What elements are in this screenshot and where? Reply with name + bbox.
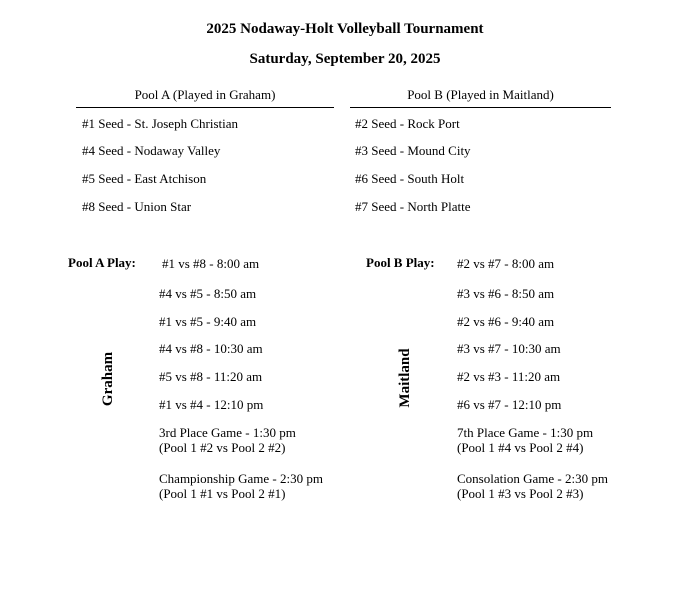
pool-b-game: #2 vs #6 - 9:40 am [457,314,555,329]
page-date: Saturday, September 20, 2025 [249,51,441,67]
final-game-detail: (Pool 1 #1 vs Pool 2 #1) [159,486,286,501]
pool-a-seed: #5 Seed - East Atchison [82,171,207,186]
pool-a-divider [76,107,334,108]
pool-a-game: #1 vs #5 - 9:40 am [159,314,257,329]
pool-a-game: #1 vs #4 - 12:10 pm [159,397,264,412]
pool-a-game: #1 vs #8 - 8:00 am [162,256,260,271]
pool-b-divider [350,107,611,108]
pool-b-final-game [457,425,593,455]
pool-b-game: #2 vs #7 - 8:00 am [457,256,555,271]
final-game-detail: (Pool 1 #2 vs Pool 2 #2) [159,440,286,455]
pool-b-game: #3 vs #6 - 8:50 am [457,286,555,301]
final-game-title: 7th Place Game - 1:30 pm [457,425,594,440]
pool-b-seed: #7 Seed - North Platte [355,199,471,214]
pool-b-play-label: Pool B Play: [366,255,435,270]
pool-b-final-game [457,471,608,501]
pool-b-game: #6 vs #7 - 12:10 pm [457,397,562,412]
page-title: 2025 Nodaway-Holt Volleyball Tournament [206,21,484,37]
pool-b-seed: #3 Seed - Mound City [355,143,471,158]
final-game-detail: (Pool 1 #3 vs Pool 2 #3) [457,486,584,501]
pool-a-game: #4 vs #5 - 8:50 am [159,286,257,301]
pool-a-final-game [159,471,323,501]
pool-a-final-game [159,425,296,455]
final-game-title: 3rd Place Game - 1:30 pm [159,425,296,440]
pool-b-seed: #2 Seed - Rock Port [355,116,460,131]
pool-a-location: Graham [100,351,116,407]
pool-b-seed: #6 Seed - South Holt [355,171,465,186]
pool-b-game: #3 vs #7 - 10:30 am [457,341,561,356]
final-game-detail: (Pool 1 #4 vs Pool 2 #4) [457,440,584,455]
pool-a-play-label: Pool A Play: [68,255,136,270]
pool-b-location: Maitland [397,348,413,408]
pool-a-heading: Pool A (Played in Graham) [134,87,276,102]
pool-a-seed: #1 Seed - St. Joseph Christian [82,116,238,131]
pool-a-seed: #4 Seed - Nodaway Valley [82,143,221,158]
pool-a-game: #5 vs #8 - 11:20 am [159,369,263,384]
pool-b-game: #2 vs #3 - 11:20 am [457,369,561,384]
pool-a-game: #4 vs #8 - 10:30 am [159,341,263,356]
pool-b-heading: Pool B (Played in Maitland) [407,87,554,102]
final-game-title: Championship Game - 2:30 pm [159,471,323,486]
final-game-title: Consolation Game - 2:30 pm [457,471,608,486]
pool-a-seed: #8 Seed - Union Star [82,199,192,214]
